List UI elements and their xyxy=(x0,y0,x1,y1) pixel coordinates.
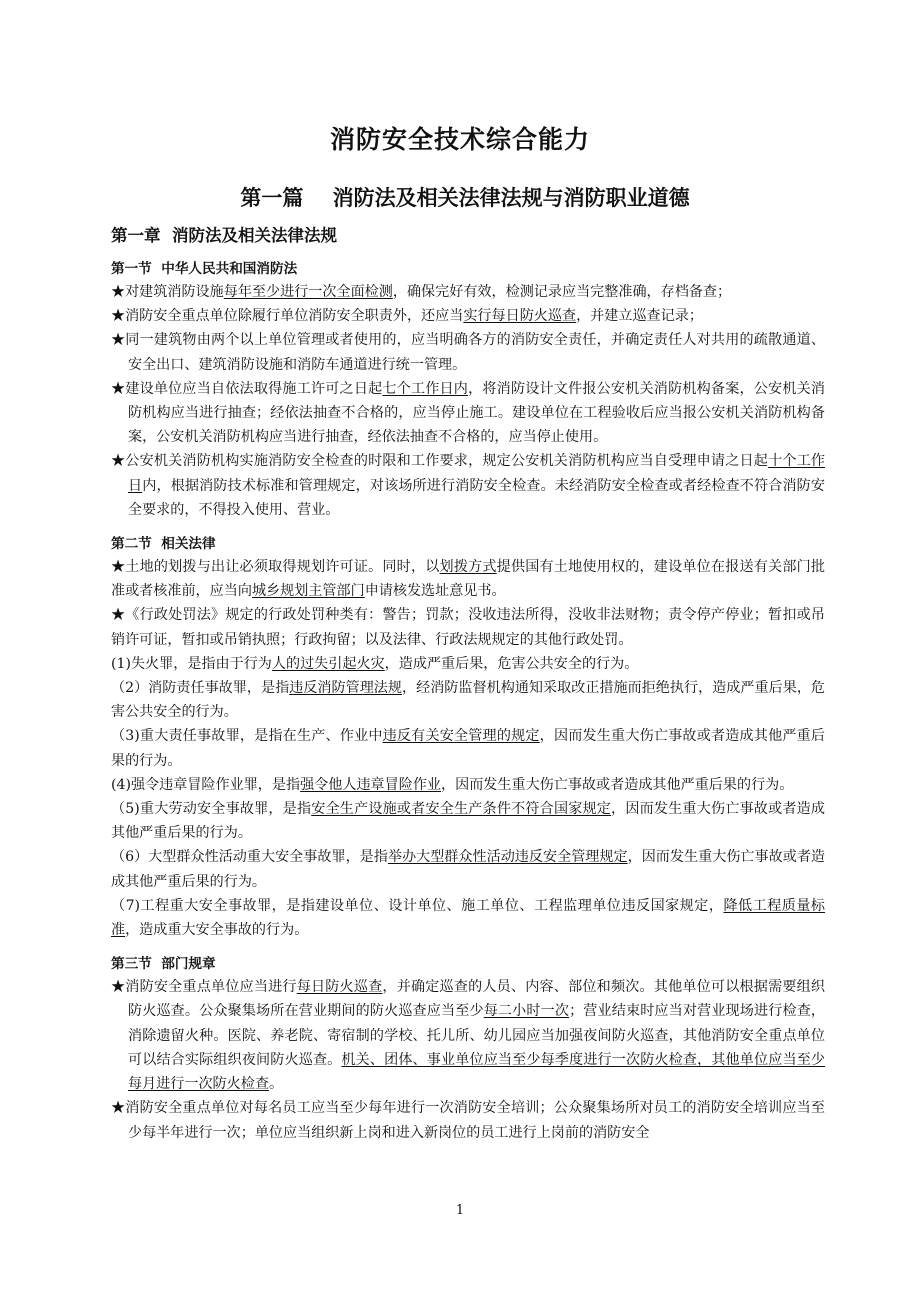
text-run: ，经消防监督机构通知采取改正措施而拒绝执行，造成严重后果，危害公共安全的行为。 xyxy=(111,680,826,721)
chapter-title: 第一章 消防法及相关法律法规 xyxy=(111,226,337,245)
body-paragraph xyxy=(111,797,825,845)
underlined-key-phrase: 七个工作日内 xyxy=(382,380,469,397)
body-paragraph xyxy=(111,845,825,893)
text-run: ；营业结束时应当对营业现场进行检查，消除遗留火种。医院、养老院、寄宿制的学校、托儿所、幼儿园应当加强夜间防火巡查，其他消防安全重点单位可以结合实际组织夜间防火巡查。 xyxy=(128,1003,826,1068)
body-paragraph xyxy=(111,773,825,797)
section-heading: 第二节 相关法律 xyxy=(111,536,216,553)
text-run: ，并建立巡查记录； xyxy=(576,308,703,325)
text-run: （3)重大责任事故罪，是指在生产、作业中 xyxy=(111,728,383,745)
text-run: ★消防安全重点单位除履行单位消防安全职责外，还应当 xyxy=(111,308,464,325)
section-heading: 第三节 部门规章 xyxy=(111,956,216,973)
text-run: ，造成严重后果，危害公共安全的行为。 xyxy=(384,655,639,672)
text-run: ，因而发生重大伤亡事故或者造成其他严重后果的行为。 xyxy=(441,776,794,793)
text-run: 内，根据消防技术标准和管理规定，对该场所进行消防安全检查。未经消防安全检查或者经检查不符合消防安全要求的，不得投入使用、营业。 xyxy=(128,477,826,518)
body-paragraph xyxy=(111,975,825,1096)
text-run: ，并确定巡查的人员、内容、部位和频次。其他单位可以根据需要组织防火巡查。公众聚集场所在营业期间的防火巡查应当至少 xyxy=(128,979,826,1020)
underlined-key-phrase: 降低工程质量标准 xyxy=(111,897,826,939)
underlined-key-phrase: 机关、团体、事业单位应当至少每季度进行一次防火检查，其他单位应当至少每月进行一次防火检查 xyxy=(128,1051,826,1093)
text-run: 。 xyxy=(268,1076,284,1093)
underlined-key-phrase: 实行每日防火巡查 xyxy=(463,308,577,325)
text-run: (4)强令违章冒险作业罪，是指 xyxy=(111,776,301,793)
body-paragraph xyxy=(111,894,825,942)
text-run: ★公安机关消防机构实施消防安全检查的时限和工作要求，规定公安机关消防机构应当自受理申请之日起 xyxy=(111,453,769,470)
text-run: (1)失火罪，是指由于行为 xyxy=(111,655,272,672)
body-paragraph xyxy=(111,603,825,651)
body-paragraph xyxy=(111,304,825,328)
underlined-key-phrase: 强令他人违章冒险作业 xyxy=(300,776,442,793)
text-run: ，确保完好有效，检测记录应当完整准确，存档备查； xyxy=(392,284,732,300)
page-number: 1 xyxy=(455,1203,465,1218)
text-run: 申请核发选址意见书。 xyxy=(364,583,506,600)
text-run: ★消防安全重点单位应当进行 xyxy=(111,979,297,996)
underlined-key-phrase: 举办大型群众性活动违反安全管理规定 xyxy=(387,849,628,866)
text-run: （7)工程重大安全事故罪，是指建设单位、设计单位、施工单位、工程监理单位违反国家规定， xyxy=(111,897,724,914)
text-run: ，因而发生重大伤亡事故或者造成其他严重后果的行为。 xyxy=(111,728,826,769)
document-body xyxy=(111,258,825,1145)
underlined-key-phrase: 安全生产设施或者安全生产条件不符合国家规定 xyxy=(311,801,612,818)
text-run: （2）消防责任事故罪，是指 xyxy=(111,680,290,697)
text-run: ★建设单位应当自依法取得施工许可之日起 xyxy=(111,380,383,397)
body-paragraph xyxy=(111,449,825,522)
body-paragraph xyxy=(111,652,825,676)
underlined-key-phrase: 每年至少进行一次全面检测 xyxy=(223,284,393,300)
underlined-key-phrase: 人的过失引起火灾 xyxy=(271,655,385,672)
text-run: ，因而发生重大伤亡事故或者造成其他严重后果的行为。 xyxy=(111,801,826,842)
text-run: ★消防安全重点单位对每名员工应当至少每年进行一次消防安全培训；公众聚集场所对员工的消防安全培训应当至少每半年进行一次；单位应当组织新上岗和进入新岗位的员工进行上岗前的消防安全 xyxy=(111,1100,825,1141)
text-run: （6）大型群众性活动重大安全事故罪，是指 xyxy=(111,849,388,866)
body-paragraph xyxy=(111,280,825,304)
text-run: ★同一建筑物由两个以上单位管理或者使用的，应当明确各方的消防安全责任，并确定责任人对共用的疏散通道、安全出口、建筑消防设施和消防车通道进行统一管理。 xyxy=(111,332,825,373)
underlined-key-phrase: 每二小时一次 xyxy=(483,1003,570,1020)
underlined-key-phrase: 违反有关安全管理的规定 xyxy=(382,728,540,745)
body-paragraph xyxy=(111,1096,825,1144)
underlined-key-phrase: 划拨方式 xyxy=(439,559,497,576)
text-run: （5)重大劳动安全事故罪，是指 xyxy=(111,801,312,818)
document-title: 消防安全技术综合能力 xyxy=(329,125,590,154)
text-run: ，造成重大安全事故的行为。 xyxy=(125,922,309,939)
underlined-key-phrase: 违反消防管理法规 xyxy=(289,680,402,697)
underlined-key-phrase: 城乡规划主管部门 xyxy=(251,583,365,600)
section-heading: 第一节 中华人民共和国消防法 xyxy=(111,261,298,277)
text-run: ★土地的划拨与出让必须取得规划许可证。同时，以 xyxy=(111,559,440,576)
body-paragraph xyxy=(111,555,825,603)
underlined-key-phrase: 每日防火巡查 xyxy=(296,979,383,996)
text-run: ，因而发生重大伤亡事故或者造成其他严重后果的行为。 xyxy=(111,849,826,890)
underlined-key-phrase: 十个工作日 xyxy=(128,453,826,494)
text-run: ，将消防设计文件报公安机关消防机构备案，公安机关消防机构应当进行抽查；经依法抽查不合格的，应当停止施工。建设单位在工程验收后应当报公安机关消防机构备案，公安机关消防机构应当进行抽查，经依法抽查不合格的，应当停止使用。 xyxy=(128,380,825,446)
text-run: 提供国有土地使用权的，建设单位在报送有关部门批准或者核准前，应当向 xyxy=(111,559,826,600)
body-paragraph xyxy=(111,328,825,376)
text-run: ★《行政处罚法》规定的行政处罚种类有：警告；罚款；没收违法所得，没收非法财物；责令停产停业；暂扣或吊销许可证，暂扣或吊销执照；行政拘留；以及法律、行政法规规定的其他行政处罚。 xyxy=(111,607,825,648)
text-run: ★对建筑消防设施 xyxy=(111,284,224,300)
part-title: 第一篇 消防法及相关法律法规与消防职业道德 xyxy=(240,186,690,210)
body-paragraph xyxy=(111,377,825,450)
body-paragraph xyxy=(111,676,825,724)
body-paragraph xyxy=(111,724,825,772)
